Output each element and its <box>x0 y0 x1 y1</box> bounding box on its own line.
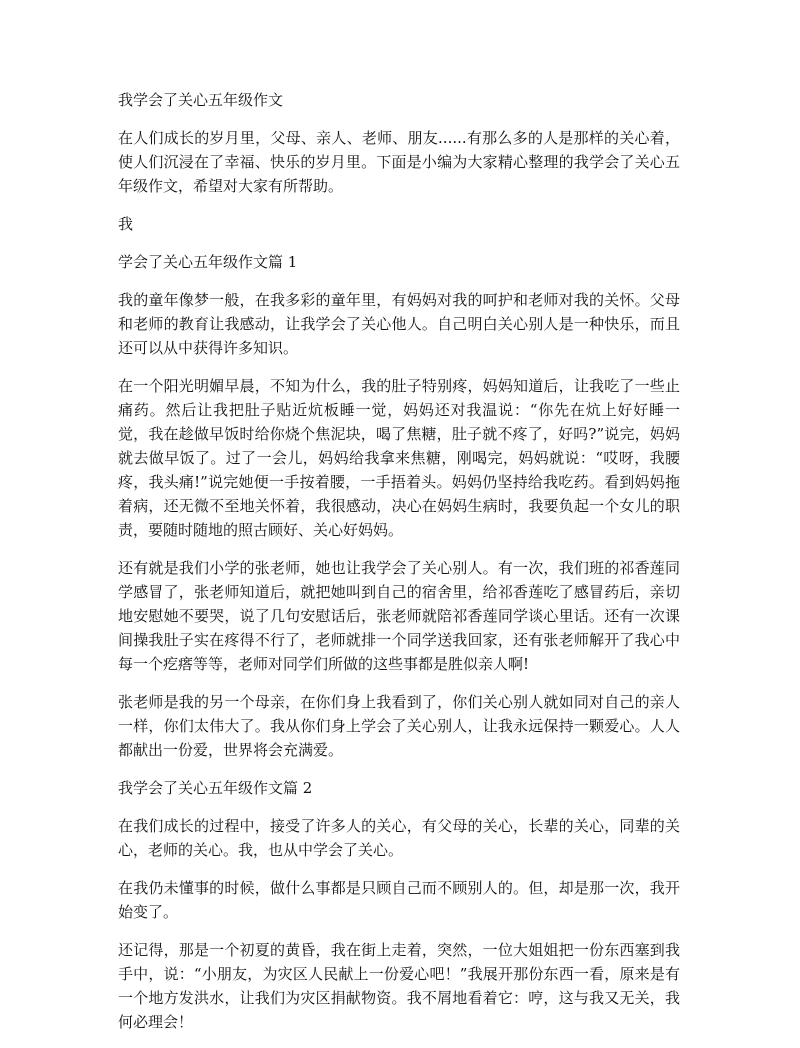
document-title: 我学会了关心五年级作文 <box>118 91 284 109</box>
section1-paragraph: 我的童年像梦一般，在我多彩的童年里，有妈妈对我的呵护和老师对我的关怀。父母和老师的教育让我感动，让我学会了关心他人。自己明白关心别人是一种快乐，而且还可以从中获得许多知识。 <box>118 291 680 357</box>
section2-paragraph: 还记得，那是一个初夏的黄昏，我在街上走着，突然，一位大姐姐把一份东西塞到我手中，说：“小朋友，为灾区人民献上一份爱心吧！”我展开那份东西一看，原来是有一个地方发洪水，让我们为灾区捐献物资。我不屑地看着它：哼，这与我又无关，我何必理会！ <box>118 941 680 1031</box>
section-heading-1: 学会了关心五年级作文篇 1 <box>118 253 298 271</box>
section1-paragraph: 在一个阳光明媚早晨，不知为什么，我的肚子特别疼，妈妈知道后，让我吃了一些止痛药。然后让我把肚子贴近炕板睡一觉，妈妈还对我温说：“你先在炕上好好睡一觉，我在趁做早饭时给你烧个焦泥块，喝了焦糖，肚子就不疼了，好吗?”说完，妈妈就去做早饭了。过了一会儿，妈妈给我拿来焦糖，刚喝完，妈妈就说：“哎呀，我腰疼，我头痛!”说完她便一手按着腰，一手捂着头。妈妈仍坚持给我吃药。看到妈妈拖着病，还无微不至地关怀着，我很感动，决心在妈妈生病时，我要负起一个女儿的职责，要随时随地的照古顾好、关心好妈妈。 <box>118 377 680 539</box>
section1-paragraph: 还有就是我们小学的张老师，她也让我学会了关心别人。有一次，我们班的祁香莲同学感冒了，张老师知道后，就把她叫到自己的宿舍里，给祁香莲吃了感冒药后，亲切地安慰她不要哭，说了几句安慰话后，张老师就陪祁香莲同学谈心里话。还有一次课间操我肚子实在疼得不行了，老师就排一个同学送我回家，还有张老师解开了我心中每一个疙瘩等等，老师对同学们所做的这些事都是胜似亲人啊! <box>118 559 680 673</box>
document-page <box>118 88 680 1048</box>
section1-paragraph: 张老师是我的另一个母亲，在你们身上我看到了，你们关心别人就如同对自己的亲人一样，你们太伟大了。我从你们身上学会了关心别人，让我永远保持一颗爱心。人人都献出一份爱，世界将会充满爱。 <box>118 693 680 759</box>
section-heading-2: 我学会了关心五年级作文篇 2 <box>118 779 313 797</box>
intro-paragraph: 在人们成长的岁月里，父母、亲人、老师、朋友......有那么多的人是那样的关心着，使人们沉浸在了幸福、快乐的岁月里。下面是小编为大家精心整理的我学会了关心五年级作文，希望对大家有所帮助。 <box>118 129 680 195</box>
section2-paragraph: 在我们成长的过程中，接受了许多人的关心，有父母的关心，长辈的关心，同辈的关心，老师的关心。我，也从中学会了关心。 <box>118 817 680 859</box>
fragment-text: 我 <box>118 215 134 233</box>
section2-paragraph: 在我仍未懂事的时候，做什么事都是只顾自己而不顾别人的。但，却是那一次，我开始变了。 <box>118 879 680 921</box>
